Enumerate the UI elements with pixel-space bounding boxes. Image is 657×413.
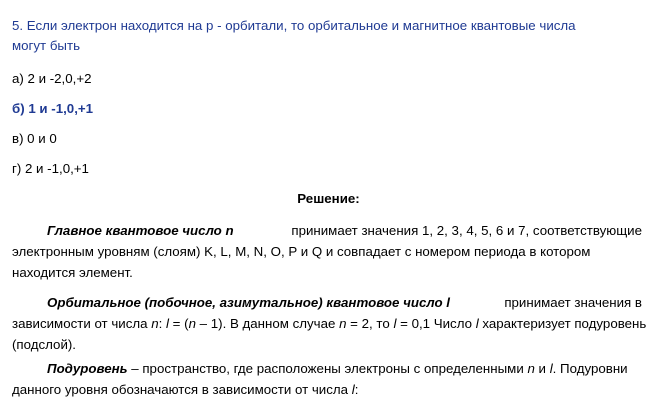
p1-term: Главное квантовое число n: [47, 223, 234, 238]
p2-var-l3: l: [475, 316, 479, 331]
p3-text-a: – пространство, где расположены электроны с определенными: [127, 361, 528, 376]
paragraph-orbital-quantum-number: [12, 292, 647, 355]
option-d: г) 2 и -1,0,+1: [12, 161, 89, 176]
p2-var-l: l: [166, 316, 169, 331]
p2-var-n: n: [151, 316, 159, 331]
option-c: в) 0 и 0: [12, 131, 57, 146]
paragraph-main-quantum-number: [12, 220, 642, 283]
p2-text-g: характеризует подуровень: [478, 316, 647, 331]
p3-var-l: l: [549, 361, 553, 376]
p1-line-1: [12, 220, 642, 241]
p2-text-d: – 1). В данном случае: [195, 316, 340, 331]
option-a: а) 2 и -2,0,+2: [12, 71, 92, 86]
p3-text-c: . Подуровни: [552, 361, 628, 376]
p2-var-n3: n: [339, 316, 347, 331]
solution-heading: Решение:: [297, 191, 360, 206]
p2-line-3: (подслой).: [12, 337, 76, 352]
p3-line-2: [12, 379, 642, 400]
p3-text-e: :: [354, 382, 359, 397]
p2-text-c: = (: [168, 316, 189, 331]
p2-var-l2: l: [393, 316, 397, 331]
paragraph-sublevel: [12, 358, 642, 400]
p2-term: Орбитальное (побочное, азимутальное) квантовое число l: [47, 295, 450, 310]
p3-var-n: n: [527, 361, 535, 376]
p2-text-f: = 0,1 Число: [396, 316, 476, 331]
p2-var-n2: n: [188, 316, 196, 331]
p1-line1-rest: принимает значения 1, 2, 3, 4, 5, 6 и 7, соответствующие: [291, 223, 642, 238]
question-line-2: могут быть: [12, 38, 81, 53]
p3-term: Подуровень: [47, 361, 128, 376]
p2-text-b: :: [158, 316, 166, 331]
question-line-1: 5. Если электрон находится на p - орбитали, то орбитальное и магнитное квантовые числа: [12, 18, 576, 33]
p3-text-b: и: [534, 361, 550, 376]
p3-var-l2: l: [351, 382, 355, 397]
p3-line-1: [12, 358, 642, 379]
p2-line-1: [12, 292, 642, 313]
p3-text-d: данного уровня обозначаются в зависимости от числа: [12, 382, 352, 397]
p1-line-3: находится элемент.: [12, 265, 133, 280]
p2-line1-rest: принимает значения в: [504, 295, 642, 310]
option-b-correct: б) 1 и -1,0,+1: [12, 101, 94, 116]
p1-line-2: электронным уровням (слоям) K, L, M, N, O, P и Q и совпадает с номером периода в котором: [12, 244, 591, 259]
p2-text-a: зависимости от числа: [12, 316, 152, 331]
p2-text-e: = 2, то: [346, 316, 394, 331]
p2-line-2: [12, 313, 647, 334]
